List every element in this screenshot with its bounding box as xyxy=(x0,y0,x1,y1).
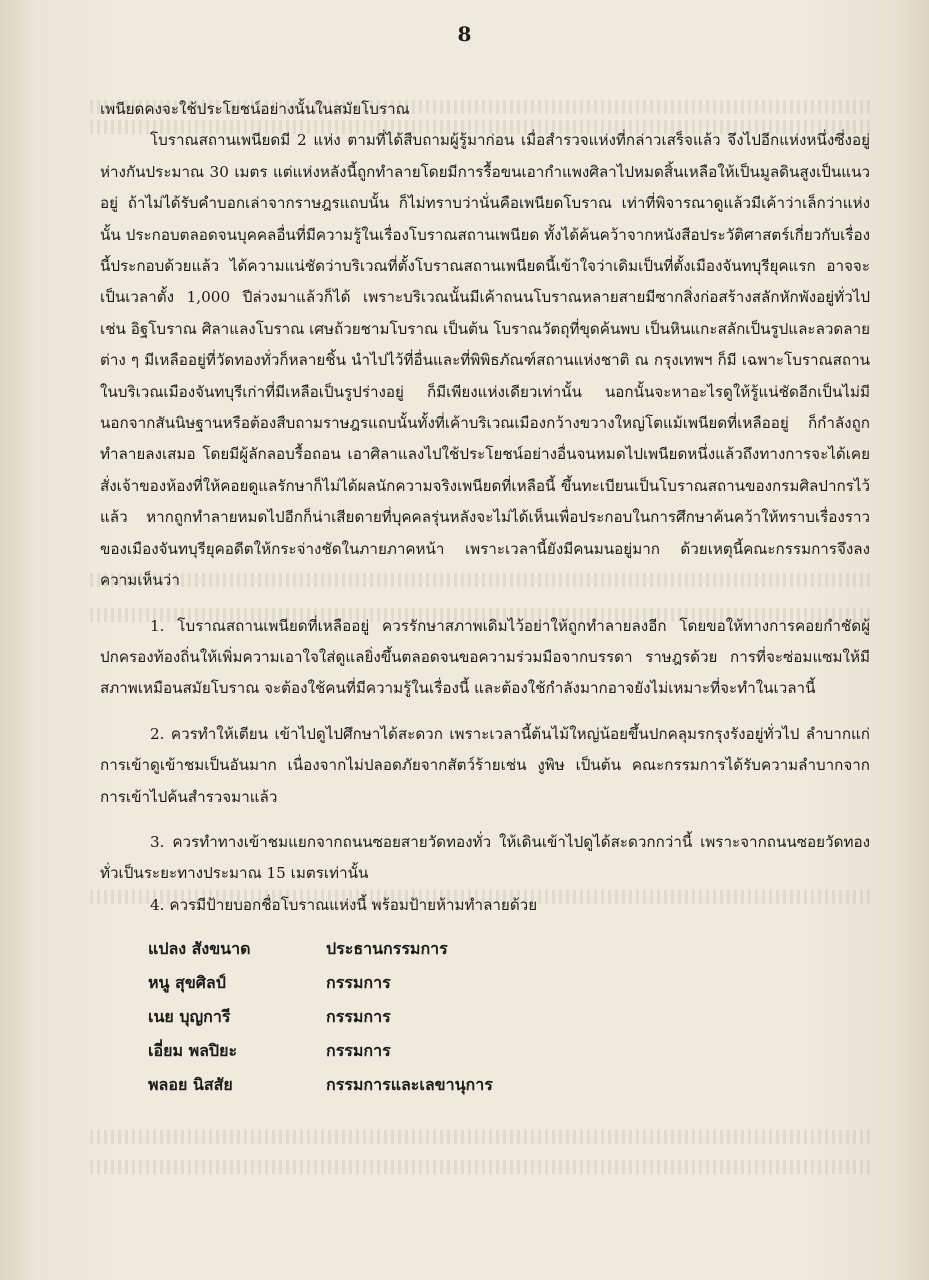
signer-name: แปลง สังขนาด xyxy=(148,939,251,958)
paragraph: เพนียดคงจะใช้ประโยชน์อย่างนั้นในสมัยโบราณ xyxy=(100,100,410,118)
paragraph: โบราณสถานเพนียดมี 2 แห่ง ตามที่ได้สืบถามผู้รู้มาก่อน เมื่อสำรวจแห่งที่กล่าวเสร็จแล้ว จึงไปอีกแห่งหนึ่งซึ่งอยู่ห่างกันประมาณ 30 เมตร แต่แห่งหลังนี้ถูกทำลายโดยมีการรื้อขนเอากำแพงศิลาไปหมดสิ้นเหลือให้เป็นมูลดินสูงเป็นแนวอยู่ ถ้าไม่ได้รับคำบอกเล่าจากราษฎรแถบนั้น ก็ไม่ทราบว่านั่นคือเพนียดโบราณ เท่าที่พิจารณาดูแล้วมีเค้าว่าเล็กว่าแห่งนั้น ประกอบตลอดจนบุคคลอื่นที่มีความรู้ในเรื่องโบราณสถานเพนียด ทั้งได้ค้นคว้าจากหนังสือประวัติศาสตร์เกี่ยวกับเรื่องนี้ประกอบด้วยแล้ว ได้ความแน่ชัดว่าบริเวณที่ตั้งโบราณสถานเพนียดนี้เข้าใจว่าเดิมเป็นที่ตั้งเมืองจันทบุรียุคแรก อาจจะเป็นเวลาตั้ง 1,000 ปีล่วงมาแล้วก็ได้ เพราะบริเวณนั้นมีเค้าถนนโบราณหลายสายมีซากสิ่งก่อสร้างสลักหักพังอยู่ทั่วไปเช่น อิฐโบราณ ศิลาแลงโบราณ เศษถ้วยชามโบราณ เป็นต้น โบราณวัตถุที่ขุดค้นพบ เป็นหินแกะสลักเป็นรูปและลวดลายต่าง ๆ มีเหลืออยู่ที่วัดทองทั่วก็หลายชิ้น นำไปไว้ที่อื่นและที่พิพิธภัณฑ์สถานแห่งชาติ ณ กรุงเทพฯ ก็มี เฉพาะโบราณสถานในบริเวณเมืองจันทบุรีเก่าที่มีเหลือเป็นรูปร่างอยู่ ก็มีเพียงแห่งเดียวเท่านั้น นอกนั้นจะหาอะไรดูให้รู้แน่ชัดอีกเป็นไม่มี นอกจากสันนิษฐานหรือต้องสืบถามราษฎรแถบนั้นทั้งที่เค้าบริเวณเมืองกว้างขวางใหญ่โตแม้เพนียดที่เหลืออยู่ ก็กำลังถูกทำลายลงเสมอ โดยมีผู้ลักลอบรื้อถอน เอาศิลาแลงไปใช้ประโยชน์อย่างอื่นจนหมดไปเพนียดหนึ่งแล้วถึงทางการจะได้เคยสั่งเจ้าของห้องที่ให้คอยดูแลรักษาก็ไม่ได้ผลนักความจริงเพนียดที่เหลือนี้ ขึ้นทะเบียนเป็นโบราณสถานของกรมศิลปากรไว้แล้ว หากถูกทำลายหมดไปอีกก็น่าเสียดายที่บุคคลรุ่นหลังจะไม่ได้เห็นเพื่อประกอบในการศึกษาค้นคว้าให้ทราบเรื่องราวของเมืองจันทบุรียุคอดีตให้กระจ่างชัดในภายภาคหน้า เพราะเวลานี้ยังมีคนมนอยู่มาก ด้วยเหตุนี้คณะกรรมการจึงลงความเห็นว่า xyxy=(100,131,870,590)
bleed-through-texture xyxy=(90,1130,870,1144)
signature-block xyxy=(148,932,748,1102)
signer-name: เอี่ยม พลปิยะ xyxy=(148,1041,238,1060)
signature-row xyxy=(148,932,748,966)
signer-name: พลอย นิสสัย xyxy=(148,1075,233,1094)
signer-role: กรรมการ xyxy=(326,1007,391,1026)
signature-row xyxy=(148,1000,748,1034)
signer-name: เนย บุญการี xyxy=(148,1007,231,1026)
signature-row xyxy=(148,1034,748,1068)
signer-role: กรรมการและเลขานุการ xyxy=(326,1075,493,1094)
body-text xyxy=(100,94,870,921)
signer-role: กรรมการ xyxy=(326,973,391,992)
signer-role: ประธานกรรมการ xyxy=(326,939,448,958)
recommendation-3: 3. ควรทำทางเข้าชมแยกจากถนนซอยสายวัดทองทั่ว ให้เดินเข้าไปดูได้สะดวกกว่านี้ เพราะจากถนนซอยวัดทองทั่วเป็นระยะทางประมาณ 15 เมตรเท่านั้น xyxy=(100,832,870,883)
recommendation-1: 1. โบราณสถานเพนียดที่เหลืออยู่ ควรรักษาสภาพเดิมไว้อย่าให้ถูกทำลายลงอีก โดยขอให้ทางการคอยกำชัดผู้ปกครองท้องถิ่นให้เพิ่มความเอาใจใส่ดูแลยิ่งขึ้นตลอดจนขอความร่วมมือจากบรรดา ราษฎรด้วย การที่จะซ่อมแซมให้มีสภาพเหมือนสมัยโบราณ จะต้องใช้คนที่มีความรู้ในเรื่องนี้ และต้องใช้กำลังมากอาจยังไม่เหมาะที่จะทำในเวลานี้ xyxy=(100,616,870,698)
recommendation-2: 2. ควรทำให้เตียน เข้าไปดูไปศึกษาได้สะดวก เพราะเวลานี้ต้นไม้ใหญ่น้อยขึ้นปกคลุมรกรุงรังอยู่ทั่วไป ลำบากแก่การเข้าดูเข้าชมเป็นอันมาก เนื่องจากไม่ปลอดภัยจากสัตว์ร้ายเช่น งูพิษ เป็นต้น คณะกรรมการได้รับความลำบากจากการเข้าไปค้นสำรวจมาแล้ว xyxy=(100,724,870,806)
signature-row xyxy=(148,966,748,1000)
bleed-through-texture xyxy=(90,1160,870,1174)
signature-row xyxy=(148,1068,748,1102)
signer-role: กรรมการ xyxy=(326,1041,391,1060)
page-number: 8 xyxy=(457,22,472,46)
signer-name: หนู สุขศิลป์ xyxy=(148,973,226,992)
recommendation-4: 4. ควรมีป้ายบอกชื่อโบราณแห่งนี้ พร้อมป้ายห้ามทำลายด้วย xyxy=(150,895,538,914)
